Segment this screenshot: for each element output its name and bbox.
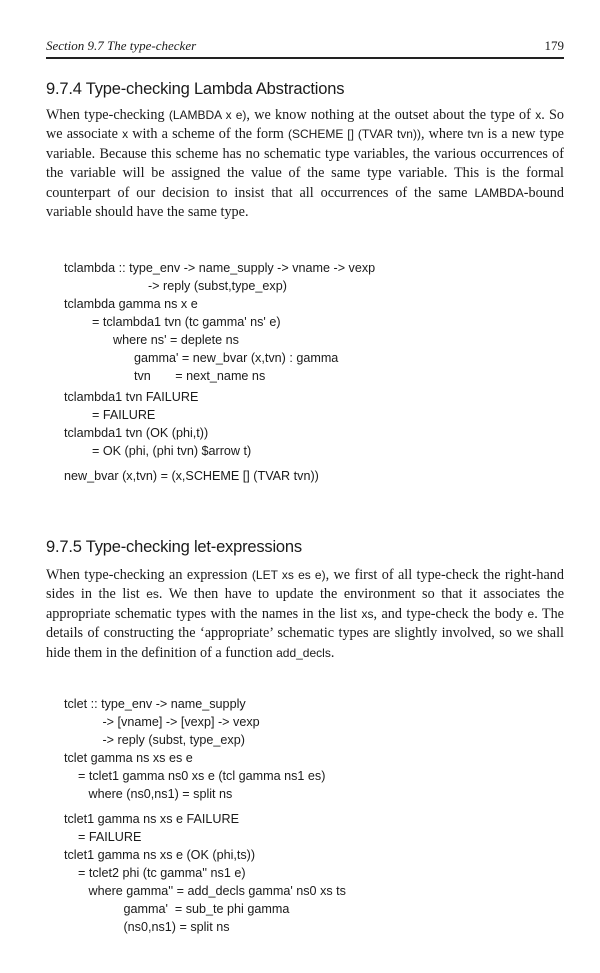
code-line: gamma' = new_bvar (x,tvn) : gamma [64, 351, 339, 365]
text-run: . [330, 644, 335, 661]
section-heading-9-7-4: 9.7.4 Type-checking Lambda Abstractions [46, 80, 345, 98]
code-line: gamma' = sub_te phi gamma [64, 902, 290, 916]
code-line: where (ns0,ns1) = split ns [64, 787, 233, 801]
code-line: tclet1 gamma ns xs e (OK (phi,ts)) [64, 848, 256, 862]
running-title: Section 9.7 The type-checker [46, 38, 197, 53]
inline-code: tvn [467, 127, 484, 142]
inline-code: (LAMBDA x e) [168, 108, 247, 122]
text-run: -bound variable should have the same type. [46, 184, 564, 221]
code-line: -> [vname] -> [vexp] -> vexp [64, 715, 260, 729]
text-run: When type-checking [46, 107, 169, 123]
text-run: , we know nothing at the outset about the type of [246, 107, 536, 123]
text-run: . The details of constructing the ‘appropriate’ schematic types are slightly involved, so we shall hide them in the definition of a function [46, 605, 564, 661]
code-line: tclambda1 tvn (OK (phi,t)) [64, 426, 209, 440]
text-run: with a scheme of the form [128, 126, 288, 143]
code-line: tclet1 gamma ns xs e FAILURE [64, 812, 239, 826]
inline-code: x [535, 108, 542, 122]
text-run: . We then have to update the environment so that it associates the appropriate schematic types with the names in the list [46, 586, 564, 622]
code-line: tclambda :: type_env -> name_supply -> vname -> vexp [64, 261, 376, 275]
text-run: is a new type variable. Because this scheme has no schematic type variables, the various occurrences of the variable will be assigned the value of the same type variable. This is the formal counterpart of our decision to insist that all occurrences of the same [46, 126, 564, 201]
code-line: -> reply (subst,type_exp) [64, 279, 287, 293]
inline-code: (LET xs es e) [251, 568, 326, 582]
code-line: = FAILURE [64, 408, 156, 422]
text-run: , where [420, 126, 468, 143]
code-block-tclambda1 [64, 388, 251, 460]
inline-code: add_decls [276, 645, 331, 660]
code-line: = FAILURE [64, 830, 142, 844]
inline-code: (SCHEME [] (TVAR tvn)) [288, 127, 421, 142]
inline-code: es [146, 587, 159, 602]
code-line: = tclet2 phi (tc gamma'' ns1 e) [64, 866, 246, 880]
code-line: (ns0,ns1) = split ns [64, 920, 230, 934]
code-line: = tclambda1 tvn (tc gamma' ns' e) [64, 315, 281, 329]
text-run: , and type-check the body [373, 605, 528, 622]
code-block-tclambda [64, 259, 375, 385]
code-line: tvn = next_name ns [64, 369, 266, 383]
inline-code: x [122, 127, 129, 142]
text-run: . So we associate [46, 107, 565, 143]
inline-code: e [527, 606, 535, 621]
inline-code: xs [361, 606, 374, 621]
running-header [46, 38, 564, 54]
code-block-new-bvar [64, 467, 319, 485]
code-line: = tclet1 gamma ns0 xs e (tcl gamma ns1 es) [64, 769, 326, 783]
header-rule [46, 57, 564, 59]
inline-code: LAMBDA [474, 185, 524, 200]
code-line: tclambda1 tvn FAILURE [64, 390, 199, 404]
code-block-tclet1 [64, 810, 346, 936]
text-run: , we first of all type-check the right-hand sides in the list [46, 567, 564, 603]
code-line: where ns' = deplete ns [64, 333, 239, 347]
code-line: = OK (phi, (phi tvn) $arrow t) [64, 444, 252, 458]
section-heading-9-7-5: 9.7.5 Type-checking let-expressions [46, 538, 302, 556]
code-line: where gamma'' = add_decls gamma' ns0 xs ts [64, 884, 346, 898]
code-line: new_bvar (x,tvn) = (x,SCHEME [] (TVAR tvn)) [64, 469, 319, 483]
text-run: When type-checking an expression [46, 567, 252, 583]
code-line: tclambda gamma ns x e [64, 297, 198, 311]
page-number: 179 [544, 38, 564, 53]
paragraph-let [46, 566, 564, 663]
code-block-tclet [64, 695, 325, 803]
paragraph-lambda [46, 106, 564, 222]
code-line: -> reply (subst, type_exp) [64, 733, 245, 747]
code-line: tclet :: type_env -> name_supply [64, 697, 246, 711]
code-line: tclet gamma ns xs es e [64, 751, 193, 765]
